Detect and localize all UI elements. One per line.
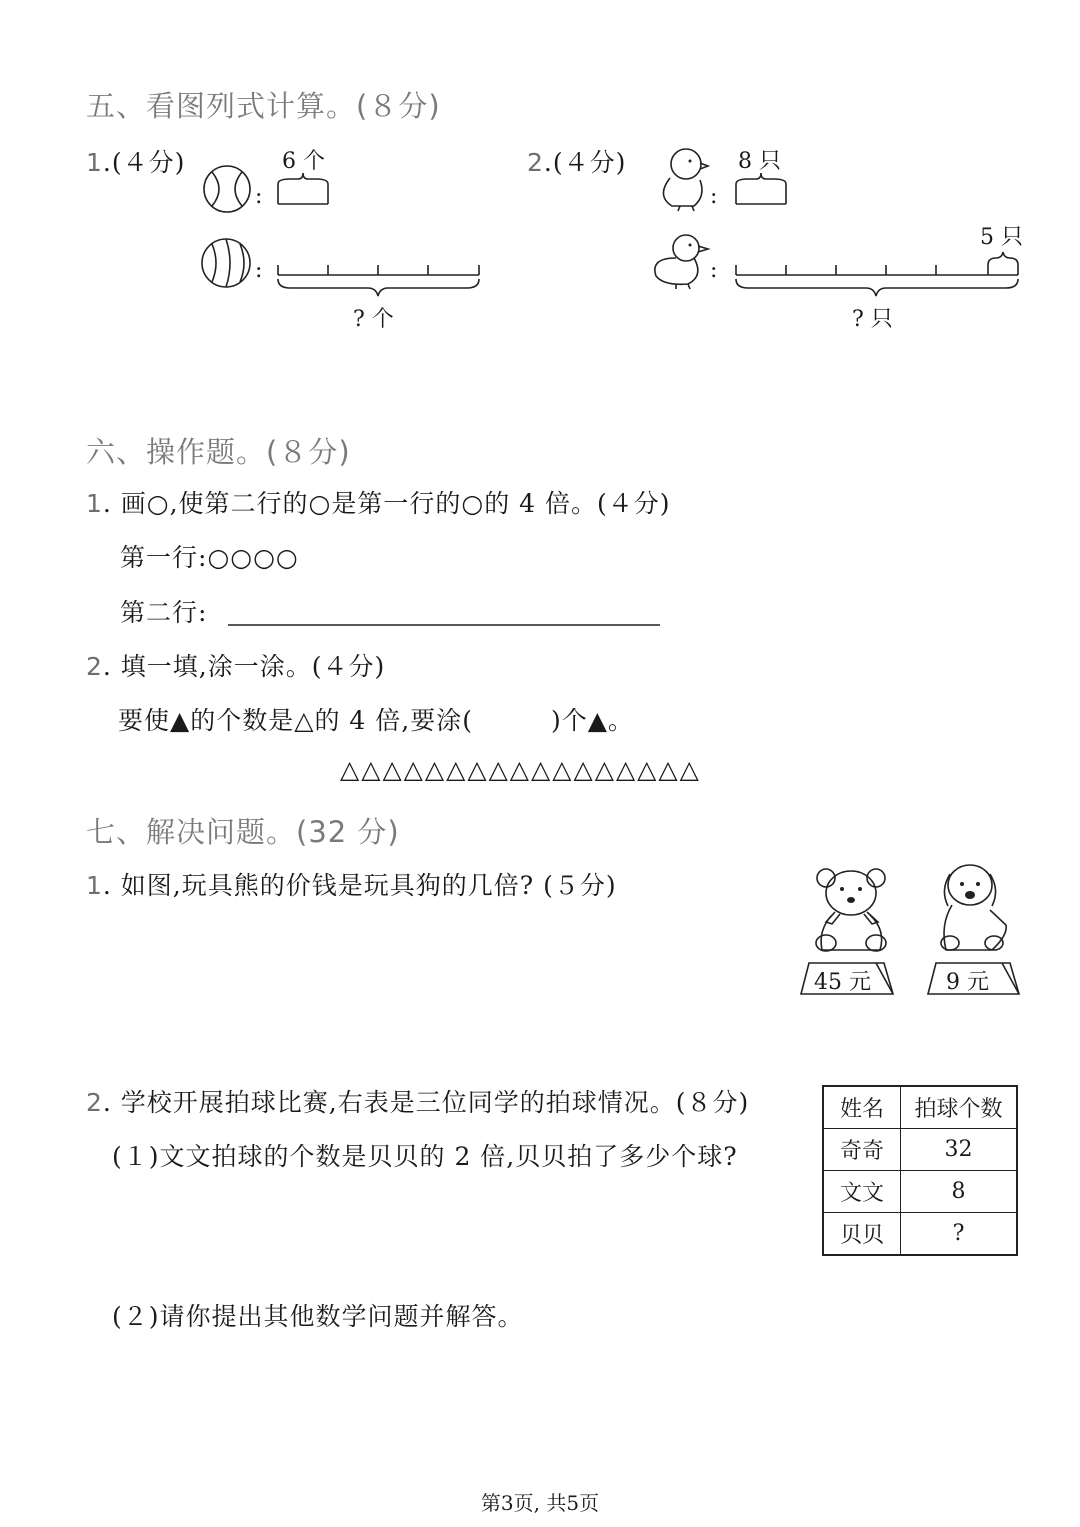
s7-q1-prompt: . 如图,玩具熊的价钱是玩具狗的几倍? (５分) [102, 871, 617, 900]
s5-q1-top-bar [278, 173, 328, 204]
bear-price: 45 元 [814, 970, 871, 995]
s7-q2-text [86, 1083, 749, 1119]
s5-q1-top-label: 6 个 [282, 149, 325, 174]
s6-q2-number: 2 [86, 652, 103, 681]
s5-q2-colon-2: : [710, 258, 718, 283]
s6-q2-prompt: . 填一填,涂一涂。(４分) [102, 652, 386, 681]
duck-icon [655, 235, 708, 289]
table-header-row [823, 1086, 1017, 1129]
dog-price: 9 元 [946, 970, 989, 995]
table-row [823, 1171, 1017, 1213]
header-count: 拍球个数 [901, 1086, 1018, 1129]
s7-q1-number: 1 [86, 871, 103, 900]
s7-q2-number: 2 [86, 1088, 103, 1117]
section5-title: 五、看图列式计算。(８分) [86, 89, 441, 123]
table-row [823, 1129, 1017, 1171]
page-footer: 第3页, 共5页 [480, 1491, 600, 1515]
s5-q2-top-bar [736, 173, 786, 204]
baseball-icon [204, 166, 250, 212]
s5-q2-number: 2 [527, 148, 544, 177]
s7-q2-prompt: . 学校开展拍球比赛,右表是三位同学的拍球情况。(８分) [102, 1088, 750, 1117]
row1-label: 第一行: [120, 543, 208, 572]
teddy-bear-icon [816, 869, 886, 951]
s7-q2-sub1: (１)文文拍球的个数是贝贝的 2 倍,贝贝拍了多少个球? [112, 1142, 738, 1171]
s5-q1-bottom-label: ? 个 [353, 307, 394, 332]
s5-q2-extra-label: 5 只 [980, 225, 1023, 250]
section6-title: 六、操作题。(８分) [86, 435, 351, 469]
row-count: 8 [901, 1171, 1018, 1213]
beach-ball-icon [202, 239, 250, 287]
row-name: 奇奇 [823, 1129, 901, 1171]
ball-count-table [822, 1085, 1018, 1256]
s5-q2-score: .(４分) [543, 148, 627, 177]
s5-q1-colon-1: : [255, 184, 263, 209]
s5-q1-score: .(４分) [102, 148, 186, 177]
row1-circles: ○○○○ [207, 543, 299, 572]
section7-title: 七、解决问题。(32 分) [86, 815, 400, 849]
s6-q2-fill-line: 要使▲的个数是△的 4 倍,要涂( )个▲。 [118, 706, 634, 735]
toy-dog-icon [941, 865, 1006, 950]
s5-q2-top-label: 8 只 [738, 149, 781, 174]
s6-q1-number: 1 [86, 489, 103, 518]
chick-icon [663, 149, 708, 211]
s5-q1-colon-2: : [255, 258, 263, 283]
s5-q1-number: 1 [86, 148, 103, 177]
s5-q2-bottom-label: ? 只 [852, 307, 893, 332]
row-count: 32 [901, 1129, 1018, 1171]
s5-q1-segment-bar [278, 265, 479, 296]
s7-q2-sub2: (２)请你提出其他数学问题并解答。 [112, 1302, 524, 1331]
s6-q1-text [86, 484, 671, 520]
row2-label: 第二行: [120, 598, 208, 627]
s5-q2-colon-1: : [710, 184, 718, 209]
row-name: 文文 [823, 1171, 901, 1213]
s7-q1-text [86, 866, 617, 902]
row1 [120, 538, 299, 574]
s6-q2-text [86, 647, 385, 683]
row-name: 贝贝 [823, 1213, 901, 1256]
triangles-row: △△△△△△△△△△△△△△△△△ [340, 755, 701, 784]
row-count: ? [901, 1213, 1018, 1256]
s5-q2-segment-bar [736, 252, 1018, 296]
header-name: 姓名 [823, 1086, 901, 1129]
s6-q1-prompt: . 画○,使第二行的○是第一行的○的 4 倍。(４分) [102, 489, 671, 518]
table-row [823, 1213, 1017, 1256]
